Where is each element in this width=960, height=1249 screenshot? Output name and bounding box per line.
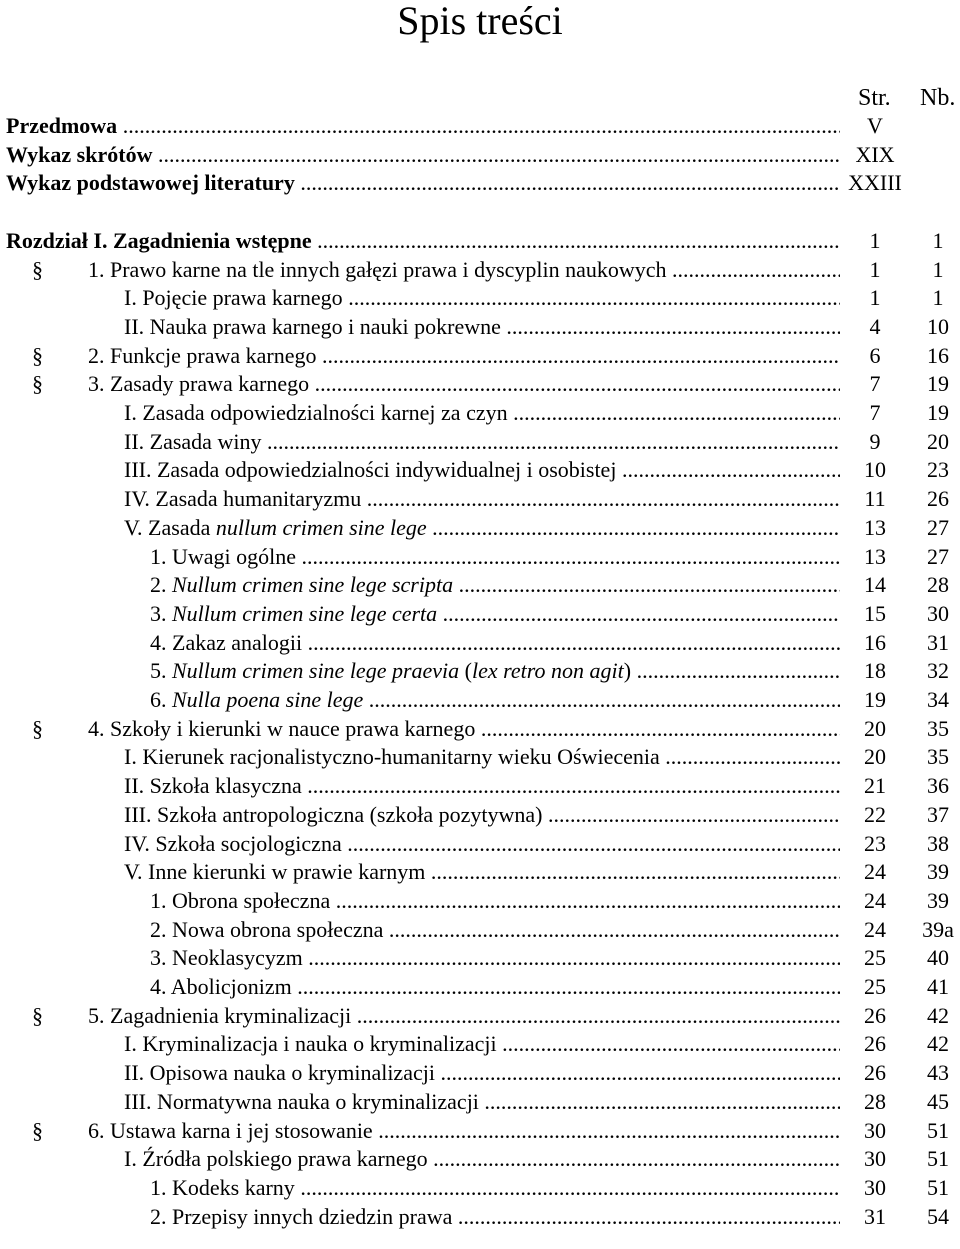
toc-row: [0, 1145, 960, 1174]
toc-entry-title: [88, 370, 840, 399]
toc-entry-title: [124, 772, 840, 801]
margin-number: 43: [927, 1060, 949, 1086]
toc-entry-text: I. Pojęcie prawa karnego: [124, 285, 343, 311]
page-number: XXIII: [848, 170, 902, 196]
toc-entry-text: II. Szkoła klasyczna: [124, 773, 302, 799]
toc-entry-text: ): [623, 658, 632, 684]
page-number: XIX: [855, 141, 895, 167]
margin-number: 1: [932, 256, 944, 282]
toc-row: [0, 514, 960, 543]
page-number: 7: [869, 400, 881, 425]
page-number: 4: [869, 313, 881, 339]
toc-entry-title: [150, 600, 840, 629]
margin-number: 23: [927, 457, 949, 483]
page-number: 22: [864, 801, 886, 827]
margin-number: 41: [927, 974, 949, 999]
page-number: 30: [864, 1174, 886, 1200]
margin-number: 38: [927, 830, 949, 856]
margin-number: 10: [927, 313, 949, 339]
page-number: 16: [864, 629, 886, 655]
margin-number: 20: [927, 428, 949, 454]
toc-entry-title: [124, 1030, 840, 1059]
margin-number: 19: [927, 371, 949, 397]
toc-row: [0, 571, 960, 600]
toc-entry-title: [124, 1145, 840, 1174]
toc-entry-title: [124, 830, 840, 859]
page-number: 13: [864, 543, 886, 569]
page-number: 20: [864, 744, 886, 770]
toc-row: [0, 399, 960, 428]
margin-number: 28: [927, 572, 949, 598]
toc-entry-title: [124, 1088, 840, 1117]
toc-entry-text: Nullum crimen sine lege certa: [172, 600, 438, 626]
toc-entry-text: V. Zasada: [124, 514, 216, 540]
toc-row: [0, 284, 960, 313]
toc-row: [0, 428, 960, 457]
toc-row: [0, 1203, 960, 1232]
toc-entry-text: 2. Przepisy innych dziedzin prawa: [150, 1203, 453, 1229]
toc-entry-text: Rozdział I. Zagadnienia wstępne: [6, 227, 312, 253]
margin-number: 27: [927, 514, 949, 540]
page-number: 1: [869, 227, 881, 253]
margin-number: 26: [927, 486, 949, 512]
margin-number: 1: [932, 227, 944, 253]
toc-entry-title: [124, 313, 840, 342]
margin-number: 19: [927, 400, 949, 425]
toc-entry-text: IV. Szkoła socjologiczna: [124, 830, 342, 856]
toc-entry-text: II. Nauka prawa karnego i nauki pokrewne: [124, 313, 501, 339]
toc-entry-title: [124, 743, 840, 772]
toc-entry-text: III. Normatywna nauka o kryminalizacji: [124, 1088, 479, 1114]
toc-entry-text: Nulla poena sine lege: [172, 687, 364, 712]
toc-row: [0, 1030, 960, 1059]
section-mark: §: [32, 1117, 43, 1143]
toc-entry-title: [150, 686, 840, 715]
margin-number: 42: [927, 1002, 949, 1028]
margin-number: 39: [927, 859, 949, 885]
toc-entry-title: [6, 141, 840, 170]
margin-number: 45: [927, 1088, 949, 1114]
toc-row: [0, 313, 960, 342]
toc-row: [0, 743, 960, 772]
toc-entry-text: 4. Abolicjonizm: [150, 974, 292, 999]
toc-entry-title: [150, 657, 840, 686]
page-number: 25: [864, 974, 886, 999]
toc-entry-text: 1. Uwagi ogólne: [150, 543, 297, 569]
page-number: 13: [864, 514, 886, 540]
margin-number: 40: [927, 945, 949, 971]
toc-entry-text: Wykaz skrótów: [6, 141, 153, 167]
toc-entry-text: Przedmowa: [6, 113, 118, 138]
toc-entry-title: [88, 342, 840, 371]
toc-entry-title: [124, 801, 840, 830]
toc-row: [0, 1088, 960, 1117]
toc-entry-title: [88, 715, 840, 744]
toc-row: [0, 169, 960, 198]
toc-entry-text: 2.: [150, 572, 172, 598]
page-number: 7: [869, 371, 881, 397]
toc-entry-title: [124, 858, 840, 887]
toc-entry-text: 3.: [150, 600, 172, 626]
toc-entry-text: 2. Nowa obrona społeczna: [150, 916, 384, 942]
toc-entry-text: III. Zasada odpowiedzialności indywidualnej i osobistej: [124, 457, 617, 483]
page-number: 11: [864, 486, 886, 512]
toc-entry-text: 5. Zagadnienia kryminalizacji: [88, 1002, 352, 1028]
toc-row: [0, 629, 960, 658]
toc-entry-title: [6, 169, 840, 198]
toc-row: [0, 887, 960, 916]
toc-entry-text: Wykaz podstawowej literatury: [6, 170, 295, 196]
page-number: 21: [864, 773, 886, 799]
toc-entry-title: [150, 887, 840, 916]
page-number: 31: [864, 1203, 886, 1229]
page-number: 30: [864, 1117, 886, 1143]
toc-row: [0, 801, 960, 830]
toc-entry-text: Nullum crimen sine lege praevia: [172, 658, 460, 684]
page-number: 18: [864, 658, 886, 684]
toc-row: [0, 657, 960, 686]
margin-number: 51: [927, 1117, 949, 1143]
toc-row: [0, 227, 960, 256]
toc-entry-text: 2. Funkcje prawa karnego: [88, 342, 317, 368]
margin-number: 37: [927, 801, 949, 827]
column-header-str: Str.: [858, 85, 891, 111]
toc-row: [0, 1059, 960, 1088]
page-number: 1: [869, 285, 881, 311]
toc-entry-title: [124, 1059, 840, 1088]
toc-row: [0, 370, 960, 399]
page-number: 23: [864, 830, 886, 856]
section-mark: §: [32, 715, 43, 741]
toc-row: [0, 830, 960, 859]
page-number: 26: [864, 1002, 886, 1028]
margin-number: 27: [927, 543, 949, 569]
toc-entry-text: 1. Obrona społeczna: [150, 887, 331, 913]
toc-entry-text: lex retro non agit: [472, 658, 624, 684]
toc-row: [0, 485, 960, 514]
page-number: 19: [864, 687, 886, 712]
margin-number: 30: [927, 600, 949, 626]
toc-entry-text: 6. Ustawa karna i jej stosowanie: [88, 1117, 373, 1143]
toc-row: [0, 973, 960, 1002]
toc-entry-title: [150, 1203, 840, 1232]
toc-row: [0, 600, 960, 629]
toc-entry-text: 4. Szkoły i kierunki w nauce prawa karnego: [88, 715, 476, 741]
toc-row: [0, 686, 960, 715]
toc-row: [0, 1117, 960, 1146]
toc-row: [0, 456, 960, 485]
page-number: 10: [864, 457, 886, 483]
margin-number: 35: [927, 744, 949, 770]
toc-entry-text: nullum crimen sine lege: [215, 514, 427, 540]
toc-entry-title: [150, 916, 840, 945]
toc-entry-text: III. Szkoła antropologiczna (szkoła pozytywna): [124, 801, 543, 827]
toc-entry-title: [6, 112, 840, 141]
toc-entry-text: 1. Prawo karne na tle innych gałęzi prawa i dyscyplin naukowych: [88, 256, 667, 282]
toc-entry-text: (: [459, 658, 472, 684]
toc-entry-text: I. Kryminalizacja i nauka o kryminalizacji: [124, 1031, 497, 1057]
page-number: 24: [864, 859, 886, 885]
page-number: 26: [864, 1060, 886, 1086]
toc-entry-text: IV. Zasada humanitaryzmu: [124, 486, 362, 512]
margin-number: 35: [927, 715, 949, 741]
toc-row: [0, 141, 960, 170]
page-number: V: [867, 113, 883, 138]
toc-row: [0, 112, 960, 141]
page-number: 26: [864, 1031, 886, 1057]
toc-entry-text: 3. Zasady prawa karnego: [88, 371, 310, 397]
margin-number: 36: [927, 773, 949, 799]
page-number: 9: [869, 428, 881, 454]
margin-number: 54: [927, 1203, 949, 1229]
toc-entry-title: [6, 227, 840, 256]
section-mark: §: [32, 342, 43, 368]
toc-row: [0, 543, 960, 572]
toc-row: [0, 342, 960, 371]
toc-entry-text: Nullum crimen sine lege scripta: [172, 572, 454, 598]
margin-number: 39: [927, 887, 949, 913]
margin-number: 32: [927, 658, 949, 684]
toc-entry-text: 6.: [150, 687, 172, 712]
page-number: 6: [869, 342, 881, 368]
margin-number: 16: [927, 342, 949, 368]
toc-row: [0, 715, 960, 744]
page-number: 15: [864, 600, 886, 626]
toc-entry-title: [150, 944, 840, 973]
toc-entry-title: [124, 485, 840, 514]
margin-number: 39a: [922, 916, 954, 942]
toc-entry-title: [124, 284, 840, 313]
toc-entry-title: [124, 456, 840, 485]
toc-entry-title: [88, 1002, 840, 1031]
toc-entry-title: [150, 973, 840, 1002]
page-number: 30: [864, 1146, 886, 1172]
page-number: 14: [864, 572, 886, 598]
toc-row: [0, 858, 960, 887]
toc-row: [0, 1002, 960, 1031]
page-number: 20: [864, 715, 886, 741]
toc-entry-text: I. Zasada odpowiedzialności karnej za czyn: [124, 400, 508, 425]
toc-entry-title: [150, 571, 840, 600]
section-mark: §: [32, 371, 43, 397]
margin-number: 34: [927, 687, 949, 712]
toc-entry-title: [150, 629, 840, 658]
margin-number: 51: [927, 1146, 949, 1172]
page-number: 28: [864, 1088, 886, 1114]
toc-entry-text: I. Kierunek racjonalistyczno-humanitarny wieku Oświecenia: [124, 744, 660, 770]
margin-number: 31: [927, 629, 949, 655]
page-title: Spis treści: [397, 0, 563, 43]
section-mark: §: [32, 1002, 43, 1028]
page-number: 24: [864, 916, 886, 942]
toc-entry-text: 4. Zakaz analogii: [150, 629, 303, 655]
toc-entry-text: 3. Neoklasycyzm: [150, 945, 303, 971]
toc-row: [0, 944, 960, 973]
section-mark: §: [32, 256, 43, 282]
toc-entry-text: 5.: [150, 658, 172, 684]
toc-entry-title: [124, 399, 840, 428]
toc-entry-title: [124, 514, 840, 543]
toc-entry-title: [150, 543, 840, 572]
page-number: 24: [864, 887, 886, 913]
toc-entry-text: II. Zasada winy: [124, 428, 262, 454]
toc-entry-text: V. Inne kierunki w prawie karnym: [124, 859, 426, 885]
toc-row: [0, 916, 960, 945]
margin-number: 42: [927, 1031, 949, 1057]
page-number: 25: [864, 945, 886, 971]
margin-number: 51: [927, 1174, 949, 1200]
toc-entry-text: 1. Kodeks karny: [150, 1174, 295, 1200]
toc-entry-text: II. Opisowa nauka o kryminalizacji: [124, 1060, 435, 1086]
toc-entry-title: [88, 256, 840, 285]
toc-entry-title: [124, 428, 840, 457]
toc-entry-title: [150, 1174, 840, 1203]
margin-number: 1: [932, 285, 944, 311]
toc-row: [0, 256, 960, 285]
column-header-nb: Nb.: [920, 85, 956, 111]
toc-row: [0, 772, 960, 801]
toc-row: [0, 1174, 960, 1203]
toc-entry-text: I. Źródła polskiego prawa karnego: [124, 1146, 428, 1172]
page-number: 1: [869, 256, 881, 282]
toc-entry-title: [88, 1117, 840, 1146]
